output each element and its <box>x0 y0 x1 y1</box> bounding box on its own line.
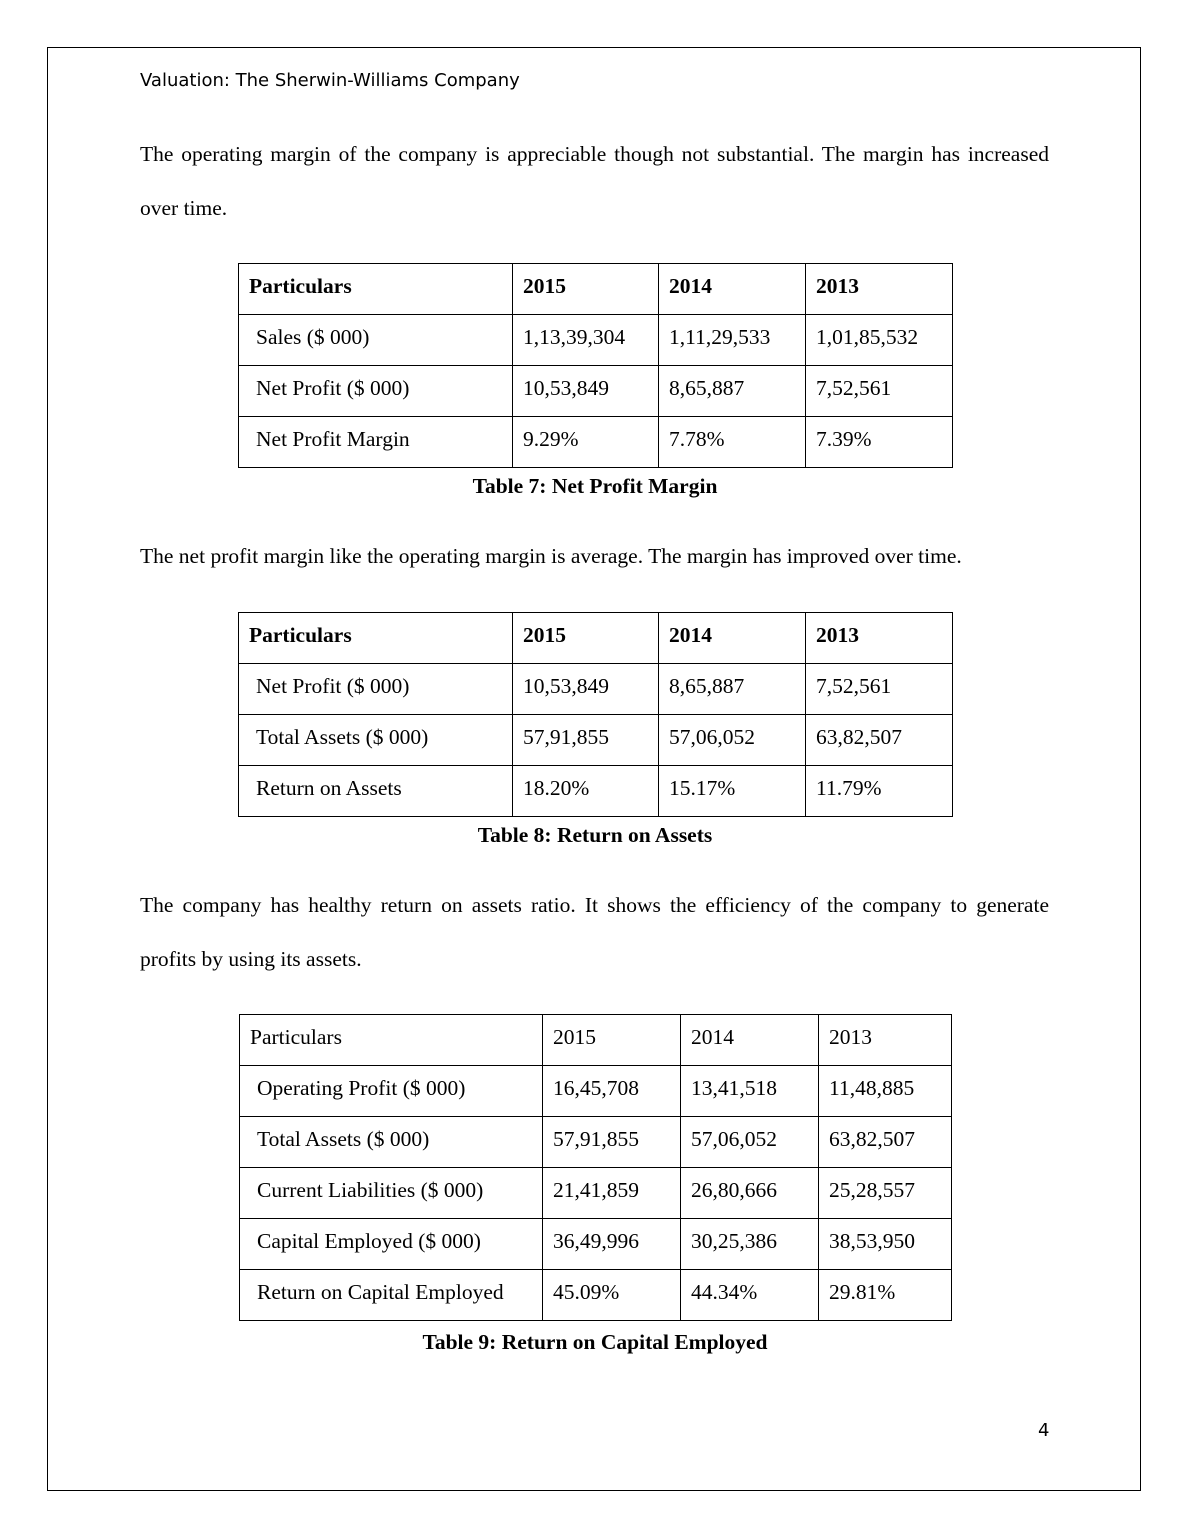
table-cell: 63,82,507 <box>819 1117 952 1168</box>
table-cell: 11.79% <box>806 766 953 817</box>
row-label: Return on Capital Employed <box>240 1270 543 1321</box>
table-cell: 16,45,708 <box>543 1066 681 1117</box>
table-cell: 57,91,855 <box>513 715 659 766</box>
table-cell: 38,53,950 <box>819 1219 952 1270</box>
table-cell: 26,80,666 <box>681 1168 819 1219</box>
table-cell: 11,48,885 <box>819 1066 952 1117</box>
table-cell: 10,53,849 <box>513 664 659 715</box>
header-cell: 2015 <box>543 1015 681 1066</box>
table-caption: Table 7: Net Profit Margin <box>472 474 718 498</box>
table-cell: 36,49,996 <box>543 1219 681 1270</box>
table-caption: Table 9: Return on Capital Employed <box>422 1330 768 1354</box>
table-cell: 8,65,887 <box>659 664 806 715</box>
table-row <box>240 1270 952 1321</box>
header-cell: Particulars <box>239 613 513 664</box>
table-cell: 9.29% <box>513 417 659 468</box>
table-cell: 21,41,859 <box>543 1168 681 1219</box>
table-row <box>239 366 953 417</box>
header-cell: 2015 <box>513 613 659 664</box>
table-cell: 13,41,518 <box>681 1066 819 1117</box>
page-number: 4 <box>1038 1420 1050 1441</box>
row-label: Total Assets ($ 000) <box>239 715 513 766</box>
header-cell: 2014 <box>681 1015 819 1066</box>
header-cell: 2013 <box>806 613 953 664</box>
table-row <box>239 715 953 766</box>
row-label: Operating Profit ($ 000) <box>240 1066 543 1117</box>
table-cell: 7.78% <box>659 417 806 468</box>
table-row <box>240 1066 952 1117</box>
table-cell: 57,06,052 <box>659 715 806 766</box>
table-row <box>240 1117 952 1168</box>
table-cell: 10,53,849 <box>513 366 659 417</box>
table-header-row <box>239 264 953 315</box>
table-cell: 57,06,052 <box>681 1117 819 1168</box>
row-label: Current Liabilities ($ 000) <box>240 1168 543 1219</box>
table-cell: 1,13,39,304 <box>513 315 659 366</box>
header-cell: 2015 <box>513 264 659 315</box>
table-header-row <box>239 613 953 664</box>
row-label: Net Profit ($ 000) <box>239 664 513 715</box>
row-label: Capital Employed ($ 000) <box>240 1219 543 1270</box>
table-cell: 25,28,557 <box>819 1168 952 1219</box>
paragraph-return-on-assets: The company has healthy return on assets ratio. It shows the efficiency of the company to generate profits by using its assets. <box>140 893 1049 971</box>
table-row <box>240 1219 952 1270</box>
paragraph-net-profit-margin: The net profit margin like the operating margin is average. The margin has improved over time. <box>140 544 962 568</box>
table-cell: 8,65,887 <box>659 366 806 417</box>
table-cell: 7.39% <box>806 417 953 468</box>
table-return-on-capital-employed <box>239 1014 952 1321</box>
running-header: Valuation: The Sherwin-Williams Company <box>140 70 520 91</box>
header-cell: Particulars <box>239 264 513 315</box>
header-cell: 2013 <box>819 1015 952 1066</box>
row-label: Net Profit Margin <box>239 417 513 468</box>
table-cell: 1,01,85,532 <box>806 315 953 366</box>
row-label: Total Assets ($ 000) <box>240 1117 543 1168</box>
table-row <box>239 766 953 817</box>
table-row <box>239 417 953 468</box>
table-net-profit-margin <box>238 263 953 468</box>
table-cell: 30,25,386 <box>681 1219 819 1270</box>
row-label: Return on Assets <box>239 766 513 817</box>
table-cell: 44.34% <box>681 1270 819 1321</box>
table-caption: Table 8: Return on Assets <box>477 823 713 847</box>
table-cell: 18.20% <box>513 766 659 817</box>
header-cell: 2014 <box>659 264 806 315</box>
table-header-row <box>240 1015 952 1066</box>
table-row <box>239 664 953 715</box>
table-cell: 15.17% <box>659 766 806 817</box>
row-label: Net Profit ($ 000) <box>239 366 513 417</box>
table-cell: 1,11,29,533 <box>659 315 806 366</box>
table-cell: 63,82,507 <box>806 715 953 766</box>
header-cell: Particulars <box>240 1015 543 1066</box>
table-cell: 7,52,561 <box>806 366 953 417</box>
table-cell: 45.09% <box>543 1270 681 1321</box>
header-cell: 2014 <box>659 613 806 664</box>
header-cell: 2013 <box>806 264 953 315</box>
table-row <box>240 1168 952 1219</box>
table-cell: 7,52,561 <box>806 664 953 715</box>
row-label: Sales ($ 000) <box>239 315 513 366</box>
table-return-on-assets <box>238 612 953 817</box>
paragraph-operating-margin: The operating margin of the company is appreciable though not substantial. The margin has increased over time. <box>140 142 1049 220</box>
table-cell: 57,91,855 <box>543 1117 681 1168</box>
table-cell: 29.81% <box>819 1270 952 1321</box>
table-row <box>239 315 953 366</box>
